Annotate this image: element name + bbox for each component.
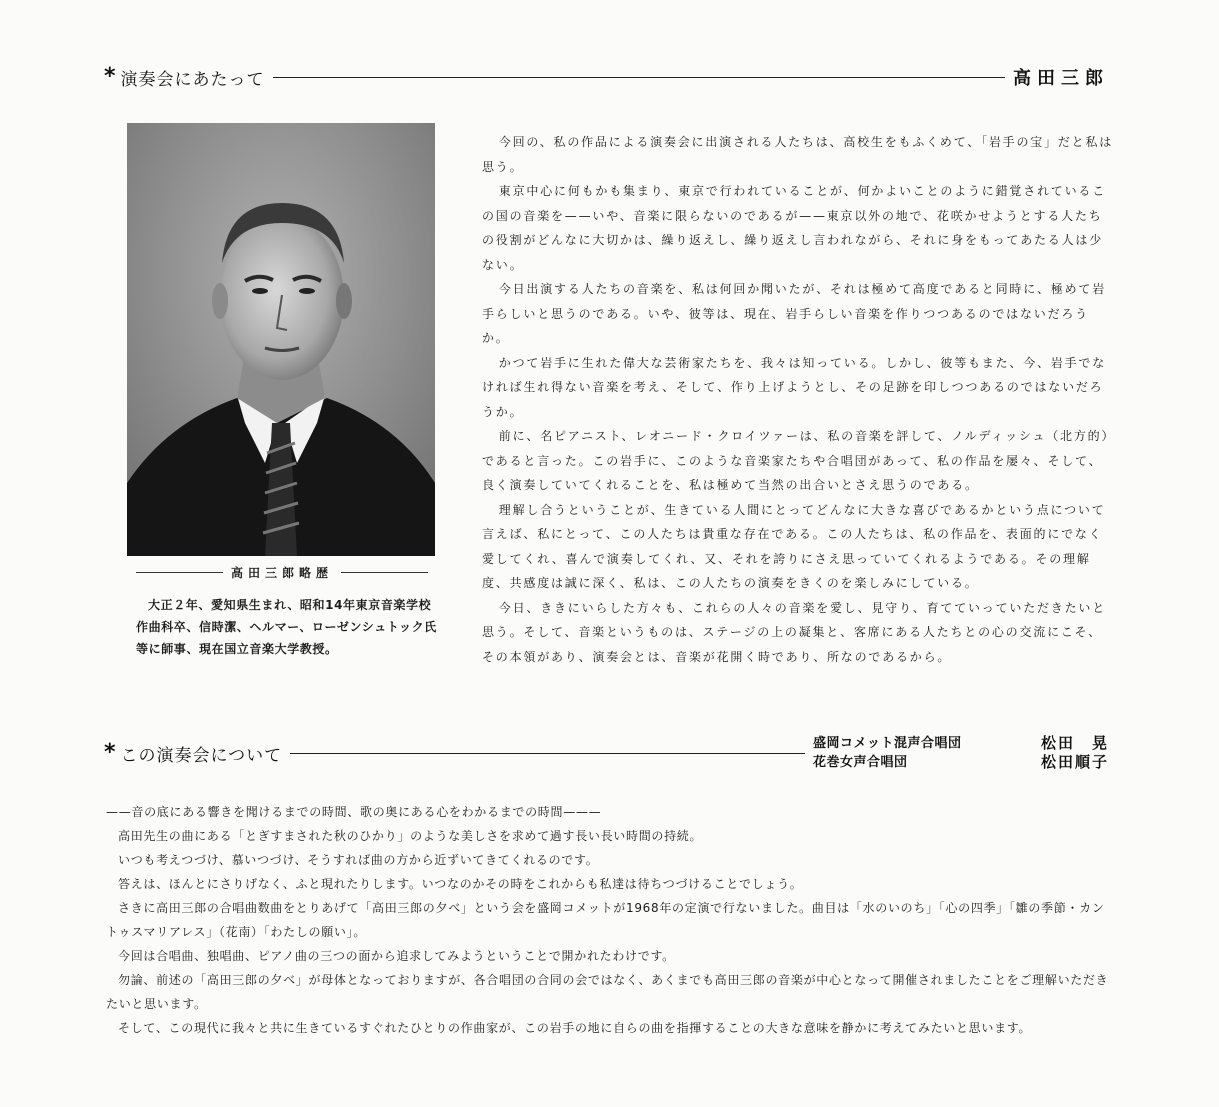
header-rule (290, 753, 805, 754)
bio-title (128, 564, 436, 581)
notes-paragraph: 高田先生の曲にある「とぎすまされた秋のひかり」のような美しさを求めて過す長い長い時間の持続。 (118, 829, 703, 843)
section-author: 高田三郎 (1013, 68, 1109, 89)
notes-paragraph: 勿論、前述の「高田三郎の夕べ」が母体となっておりますが、各合唱団の合同の会ではなく、あくまでも高田三郎の音楽が中心となって開催されましたことをご理解いただきたいと思います。 (106, 973, 1109, 1011)
section-header-about-concert (104, 734, 1109, 772)
notes-paragraph: 今回は合唱曲、独唱曲、ピアノ曲の三つの面から追求してみようということで開かれたわけです。 (118, 949, 675, 963)
portrait-photo-icon (127, 123, 435, 556)
essay-paragraph: 今回の、私の作品による演奏会に出演される人たちは、高校生をもふくめて、「岩手の宝」だと私は思う。 (482, 135, 1114, 174)
notes-paragraph: 答えは、ほんとにさりげなく、ふと現れたりします。いつなのかその時をこれからも私達は待ちつづけることでしょう。 (118, 877, 803, 891)
header-rule (273, 77, 1005, 78)
author-org: 花巻女声合唱団 (813, 755, 908, 770)
essay-paragraph: 今日出演する人たちの音楽を、私は何回か聞いたが、それは極めて高度であると同時に、極めて岩手らしいと思うのである。いや、彼等は、現在、岩手らしい音楽を作りつつあるのではないだろうか。 (482, 282, 1107, 345)
bio-rule-right (341, 572, 428, 573)
notes-paragraph: さきに高田三郎の合唱曲数曲をとりあげて「高田三郎の夕べ」という会を盛岡コメットが1968年の定演で行ないました。曲目は「水のいのち」「心の四季」「雛の季節・カントゥスマリアレス」（花南）「わたしの願い」。 (106, 901, 1105, 939)
notes-paragraph: ——音の底にある響きを聞けるまでの時間、歌の奥にある心をわかるまでの時間——— (106, 805, 602, 819)
author-name: 松田 晃 (1040, 734, 1109, 752)
author-name: 松田順子 (1040, 753, 1109, 771)
section-title: この演奏会について (120, 745, 283, 766)
bio-rule-left (136, 572, 223, 573)
bio-text (136, 594, 442, 660)
essay-paragraph: 今日、ききにいらした方々も、これらの人々の音楽を愛し、見守り、育てていっていただきたいと思う。そして、音楽というものは、ステージの上の凝集と、客席にある人たちとの心の交流にこそ、その本領があり、演奏会とは、音楽が花開く時であり、所なのであるから。 (482, 600, 1107, 664)
section-authors (813, 734, 1109, 772)
essay-paragraph: 前に、名ピアニスト、レオニード・クロイツァーは、私の音楽を評して、ノルディッシュ（北方的）であると言った。この岩手に、このような音楽家たちや合唱団があって、私の作品を屡々、そして、良く演奏していてくれることを、私は極めて当然の出合いとさえ思うのである。 (482, 429, 1110, 492)
section-title: 演奏会にあたって (120, 69, 265, 90)
notes-paragraph: そして、この現代に我々と共に生きているすぐれたひとりの作曲家が、この岩手の地に自らの曲を指揮することの大きな意味を静かに考えてみたいと思います。 (118, 1021, 1032, 1035)
bio-title-text: 高田三郎略歴 (231, 566, 334, 580)
asterisk-marker: * (104, 740, 117, 765)
notes-paragraph: いつも考えつづけ、慕いつづけ、そうすれば曲の方から近ずいてきてくれるのです。 (118, 853, 599, 867)
notes-body (106, 800, 1116, 1040)
bio-paragraph: 大正２年、愛知県生まれ、昭和14年東京音楽学校作曲科卒、信時潔、ヘルマー、ローゼンシュトック氏等に師事、現在国立音楽大学教授。 (136, 598, 437, 656)
essay-paragraph: 理解し合うということが、生きている人間にとってどんなに大きな喜びであるかという点について言えば、私にとって、この人たちは貴重な存在である。この人たちは、私の作品を、表面的にでなく愛してくれ、喜んで演奏してくれ、又、それを誇りにさえ思っていてくれるようである。その理解度、共感度は誠に深く、私は、この人たちの演奏をきくのを楽しみにしている。 (482, 502, 1106, 590)
section-header-concert-intro (104, 64, 1109, 90)
author-org: 盛岡コメット混声合唱団 (813, 736, 962, 751)
asterisk-marker: * (104, 64, 117, 89)
essay-body (482, 130, 1114, 669)
author-row (813, 753, 1109, 772)
essay-paragraph: 東京中心に何もかも集まり、東京で行われていることが、何かよいことのように錯覚されているこの国の音楽を——いや、音楽に限らないのであるが——東京以外の地で、花咲かせようとする人たちの役割がどんなに大切かは、繰り返えし、繰り返えし言われながら、それに身をもってあたる人は少ない。 (482, 184, 1107, 272)
author-row (813, 734, 1109, 753)
essay-paragraph: かつて岩手に生れた偉大な芸術家たちを、我々は知っている。しかし、彼等もまた、今、岩手でなければ生れ得ない音楽を考え、そして、作り上げようとし、その足跡を印しつつあるのではないだろうか。 (482, 355, 1107, 419)
portrait-photo (127, 123, 435, 556)
